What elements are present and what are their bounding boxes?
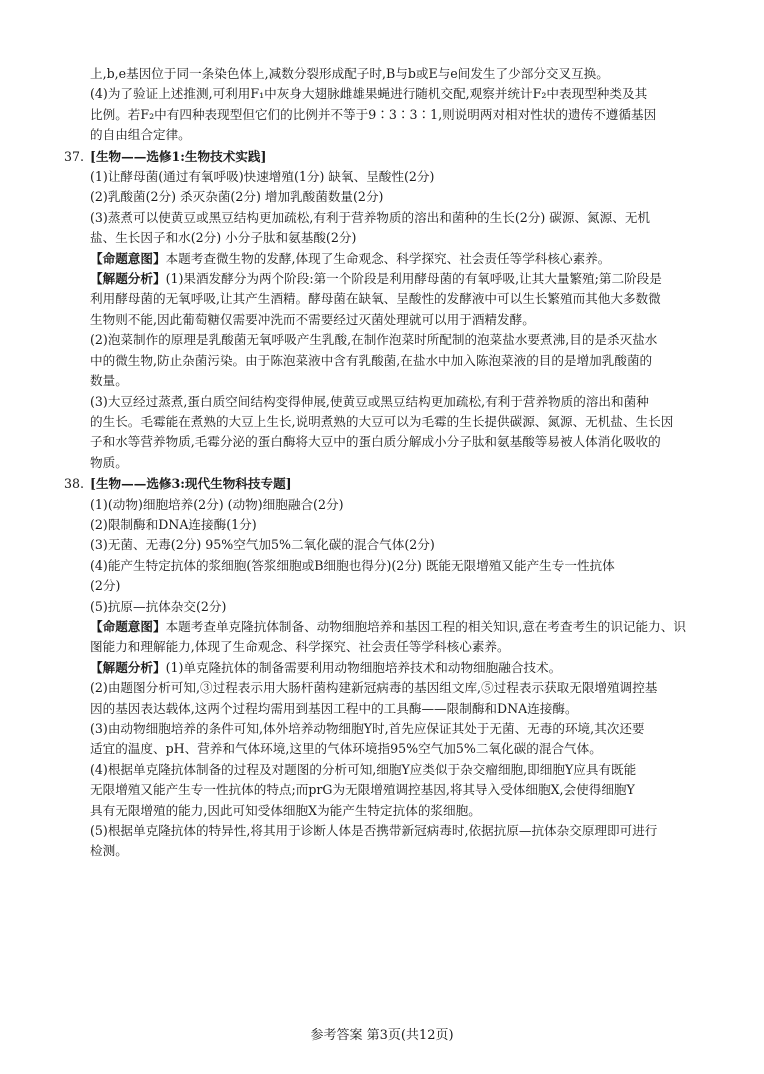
q37-analysis-2-line3: 数量。	[90, 373, 128, 389]
q38-analysis-5-line1: (5)根据单克隆抗体的特异性,将其用于诊断人体是否携带新冠病毒时,依据抗原—抗体杂交原理即可进行	[90, 823, 658, 839]
q37-analysis-3-line3: 子和水等营养物质,毛霉分泌的蛋白酶将大豆中的蛋白质分解成小分子肽和氨基酸等易被人体消化吸收的	[90, 434, 661, 450]
q38-analysis-4-line2: 无限增殖又能产生专一性抗体的特点;而prG为无限增殖调控基因,将其导入受体细胞X,会使得细胞Y	[90, 782, 635, 798]
q38-intent-line2: 图能力和理解能力,体现了生命观念、科学探究、社会责任等学科核心素养。	[90, 639, 510, 655]
q38-intent-line1	[62, 617, 724, 637]
q37-heading	[62, 147, 724, 167]
q38-analysis-3-line1: (3)由动物细胞培养的条件可知,体外培养动物细胞Y时,首先应保证其处于无菌、无毒的环境,其次还要	[90, 721, 645, 736]
q36-answer-4-line3: 的自由组合定律。	[90, 127, 191, 143]
q37-answer-1: (1)让酵母菌(通过有氧呼吸)快速增殖(1分) 缺氧、呈酸性(2分)	[90, 169, 435, 185]
q37-analysis-2-line1: (2)泡菜制作的原理是乳酸菌无氧呼吸产生乳酸,在制作泡菜时所配制的泡菜盐水要煮沸,目的是杀灭盐水	[90, 332, 658, 348]
q38-analysis-3-line2: 适宜的温度、pH、营养和气体环境,这里的气体环境指95%空气加5%二氧化碳的混合气体。	[90, 741, 602, 757]
q37-intent-text: 本题考查微生物的发酵,体现了生命观念、科学探究、社会责任等学科核心素养。	[165, 250, 611, 266]
q36-continuation: 上,b,e基因位于同一条染色体上,减数分裂形成配子时,B与b或E与e间发生了少部分交叉互换。	[90, 66, 609, 81]
q36-answer-4-line1: (4)为了验证上述推测,可利用F₁中灰身大翅脉雌雄果蝇进行随机交配,观察并统计F₂中表现型种类及其	[90, 86, 648, 102]
q37-analysis-1-line3: 生物则不能,因此葡萄糖仅需要冲洗而不需要经过灭菌处理就可以用于酒精发酵。	[90, 311, 535, 327]
q38-answer-2: (2)限制酶和DNA连接酶(1分)	[90, 516, 257, 532]
q38-intent-text: 本题考查单克隆抗体制备、动物细胞培养和基因工程的相关知识,意在考查考生的识记能力、识	[165, 618, 686, 634]
q38-answer-5: (5)抗原—抗体杂交(2分)	[90, 598, 227, 614]
q36-answer-4-line2: 比例。若F₂中有四种表现型但它们的比例并不等于9∶3∶3∶1,则说明两对相对性状的遗传不遵循基因	[90, 106, 657, 122]
q37-analysis-2-line2: 中的微生物,防止杂菌污染。由于陈泡菜液中含有乳酸菌,在盐水中加入陈泡菜液的目的是增加乳酸菌的	[90, 352, 653, 368]
q37-title: [生物——选修1:生物技术实践]	[90, 148, 267, 164]
q38-analysis-4-line1: (4)根据单克隆抗体制备的过程及对题图的分析可知,细胞Y应类似于杂交瘤细胞,即细胞Y应具有既能	[90, 761, 637, 777]
q38-answer-3: (3)无菌、无毒(2分) 95%空气加5%二氧化碳的混合气体(2分)	[90, 537, 435, 553]
q37-analysis-3-line4: 物质。	[90, 454, 128, 470]
q37-answer-2: (2)乳酸菌(2分) 杀灭杂菌(2分) 增加乳酸菌数量(2分)	[90, 189, 384, 205]
q38-heading	[62, 474, 724, 494]
q38-answer-1: (1)(动物)细胞培养(2分) (动物)细胞融合(2分)	[90, 496, 344, 512]
q38-analysis-2-line1: (2)由题图分析可知,③过程表示用大肠杆菌构建新冠病毒的基因组文库,⑤过程表示获取无限增殖调控基	[90, 680, 658, 696]
q37-answer-3-line1: (3)蒸煮可以使黄豆或黑豆结构更加疏松,有利于营养物质的溶出和菌种的生长(2分) 碳源、氮源、无机	[90, 209, 651, 225]
q38-title: [生物——选修3:现代生物科技专题]	[90, 476, 292, 492]
q37-analysis-label: 【解题分析】	[90, 271, 166, 287]
q37-analysis-1-text: (1)果酒发酵分为两个阶段:第一个阶段是利用酵母菌的有氧呼吸,让其大量繁殖;第二阶段是	[165, 271, 662, 287]
page-footer: 参考答案 第3页(共12页)	[310, 1028, 454, 1043]
q37-intent-label: 【命题意图】	[90, 250, 166, 266]
q38-answer-4-line2: (2分)	[90, 578, 121, 594]
q37-analysis-1-line1	[62, 269, 724, 289]
q38-number: 38.	[64, 476, 85, 492]
q38-analysis-5-line2: 检测。	[90, 843, 128, 859]
q37-analysis-1-line2: 利用酵母菌的无氧呼吸,让其产生酒精。酵母菌在缺氧、呈酸性的发酵液中可以生长繁殖而其他大多数微	[90, 291, 661, 307]
q38-analysis-4-line3: 具有无限增殖的能力,因此可知受体细胞X为能产生特定抗体的浆细胞。	[90, 802, 481, 818]
q37-analysis-3-line2: 的生长。毛霉能在煮熟的大豆上生长,说明煮熟的大豆可以为毛霉的生长提供碳源、氮源、无机盐、生长因	[90, 413, 674, 429]
q38-answer-4-line1: (4)能产生特定抗体的浆细胞(答浆细胞或B细胞也得分)(2分) 既能无限增殖又能产生专一性抗体	[90, 557, 615, 573]
q37-answer-3-line2: 盐、生长因子和水(2分) 小分子肽和氨基酸(2分)	[90, 230, 357, 246]
q38-analysis-2-line2: 因的基因表达载体,这两个过程均需用到基因工程中的工具酶——限制酶和DNA连接酶。	[90, 700, 578, 716]
q38-analysis-1	[62, 658, 724, 678]
answer-page	[62, 64, 724, 862]
q37-analysis-3-line1: (3)大豆经过蒸煮,蛋白质空间结构变得伸展,使黄豆或黑豆结构更加疏松,有利于营养物质的溶出和菌种	[90, 393, 649, 409]
q38-analysis-label: 【解题分析】	[90, 659, 166, 675]
q38-intent-label: 【命题意图】	[90, 618, 166, 634]
q38-analysis-1-text: (1)单克隆抗体的制备需要利用动物细胞培养技术和动物细胞融合技术。	[165, 659, 562, 675]
q37-intent	[62, 249, 724, 269]
q37-number: 37.	[64, 148, 85, 164]
